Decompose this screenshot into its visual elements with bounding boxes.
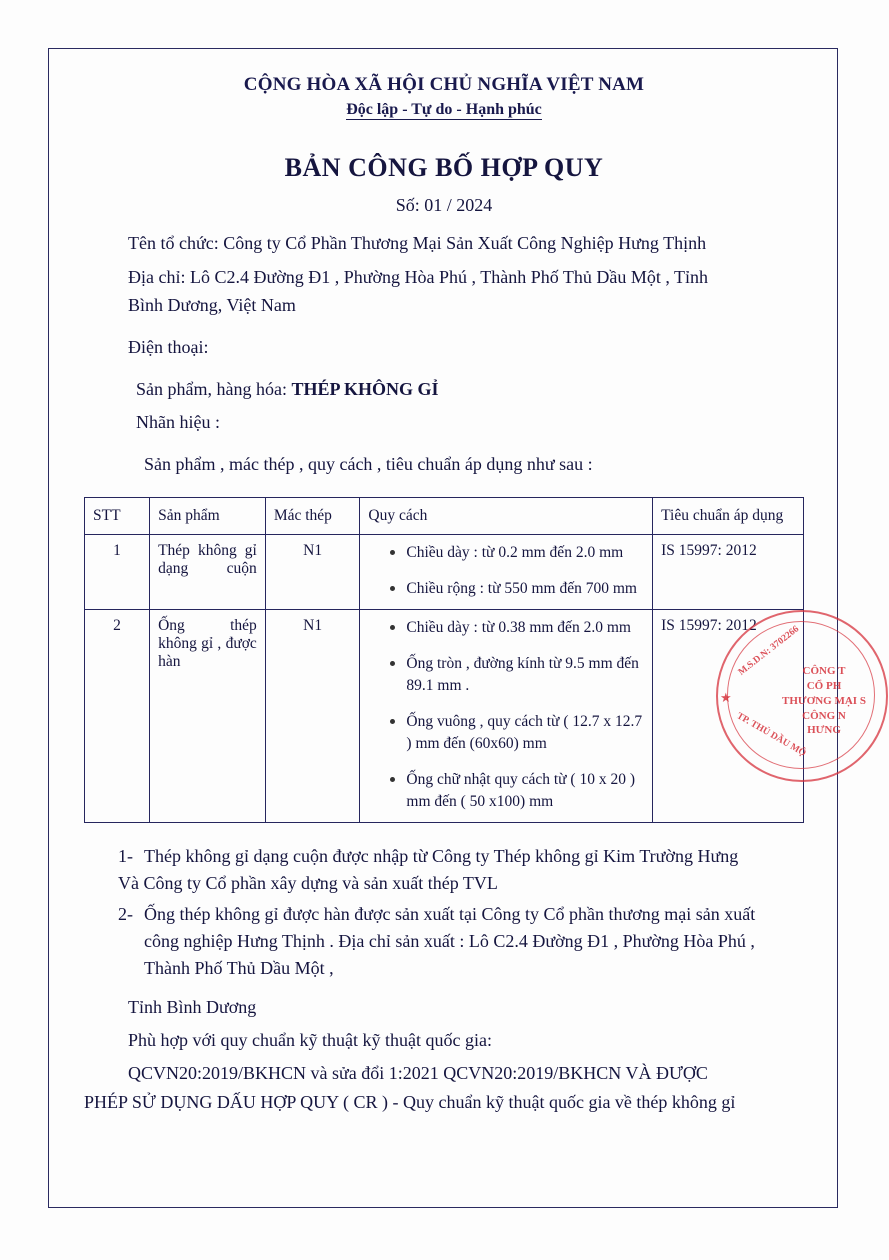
province-line: Tỉnh Bình Dương xyxy=(128,997,257,1018)
table-header-row xyxy=(85,498,804,535)
stamp-line-1: CÔNG T xyxy=(802,665,846,677)
spec-item: Ống tròn , đường kính từ 9.5 mm đến 89.1 mm . xyxy=(390,653,644,698)
address-line-2: Bình Dương, Việt Nam xyxy=(128,294,296,315)
note-1-number: 1- xyxy=(118,846,133,867)
stamp-line-3: THƯƠNG MẠI S xyxy=(782,694,866,707)
header-stt: STT xyxy=(85,498,150,535)
cell-grade: N1 xyxy=(265,535,360,610)
spec-item: Ống chữ nhật quy cách từ ( 10 x 20 ) mm đến ( 50 x100) mm xyxy=(390,769,644,814)
stamp-line-4: CÔNG N xyxy=(802,709,846,722)
phone-label: Điện thoại: xyxy=(128,336,209,357)
table-row xyxy=(85,535,804,610)
stamp-star-icon: ★ xyxy=(720,690,732,705)
cell-standard: IS 15997: 2012 xyxy=(653,610,804,823)
organization-address xyxy=(84,264,804,320)
conformity-intro: Phù hợp với quy chuẩn kỹ thuật kỹ thuật quốc gia: xyxy=(128,1030,492,1051)
table-intro: Sản phẩm , mác thép , quy cách , tiêu chuẩn áp dụng như sau : xyxy=(144,454,593,475)
national-motto: Độc lập - Tự do - Hạnh phúc xyxy=(346,101,542,118)
cell-spec xyxy=(360,610,653,823)
note-2-text: Ống thép không gỉ được hàn được sản xuất tại Công ty Cổ phần thương mại sản xuất xyxy=(144,904,756,925)
stamp-arc-bottom: TP. THỦ DẦU MỘ xyxy=(734,711,808,759)
conformity-line-1: QCVN20:2019/BKHCN và sửa đổi 1:2021 QCVN20:2019/BKHCN VÀ ĐƯỢC xyxy=(128,1063,708,1084)
product-value: THÉP KHÔNG GỈ xyxy=(291,378,439,399)
note-2-number: 2- xyxy=(118,904,133,925)
document-content xyxy=(66,60,822,1116)
product-line xyxy=(84,376,804,404)
note-2-line3: Thành Phố Thủ Dầu Một , xyxy=(144,958,334,979)
document-number: Số: 01 / 2024 xyxy=(395,195,493,215)
spec-item: Chiều dày : từ 0.38 mm đến 2.0 mm xyxy=(390,617,644,639)
spec-list xyxy=(368,617,644,813)
stamp-arc-top: M.S.D.N: 3702266 xyxy=(736,624,802,678)
cell-product: Thép không gỉ dạng cuộn xyxy=(150,535,266,610)
header-product: Sản phẩm xyxy=(150,498,266,535)
note-2-line2: công nghiệp Hưng Thịnh . Địa chỉ sản xuất : Lô C2.4 Đường Đ1 , Phường Hòa Phú , xyxy=(144,931,755,952)
spec-item: Chiều dày : từ 0.2 mm đến 2.0 mm xyxy=(390,542,644,564)
national-title: CỘNG HÒA XÃ HỘI CHỦ NGHĨA VIỆT NAM xyxy=(243,74,645,95)
cell-grade: N1 xyxy=(265,610,360,823)
header-grade: Mác thép xyxy=(265,498,360,535)
cell-product: Ống thép không gỉ , được hàn xyxy=(150,610,266,823)
header-standard: Tiêu chuẩn áp dụng xyxy=(653,498,804,535)
note-1-continuation: Và Công ty Cổ phần xây dựng và sản xuất thép TVL xyxy=(118,873,498,894)
address-line-1: Địa chỉ: Lô C2.4 Đường Đ1 , Phường Hòa Phú , Thành Phố Thủ Dầu Một , Tỉnh xyxy=(128,266,709,287)
organization-name: Tên tổ chức: Công ty Cổ Phần Thương Mại Sản Xuất Công Nghiệp Hưng Thịnh xyxy=(128,233,707,253)
table-row xyxy=(85,610,804,823)
stamp-line-2: CỔ PH xyxy=(806,679,842,692)
cell-spec xyxy=(360,535,653,610)
cell-stt: 1 xyxy=(85,535,150,610)
page-title: BẢN CÔNG BỐ HỢP QUY xyxy=(284,153,604,182)
product-label: Sản phẩm, hàng hóa: xyxy=(136,378,292,399)
specification-table xyxy=(84,497,804,823)
stamp-line-5: HƯNG xyxy=(807,724,841,737)
spec-item: Chiều rộng : từ 550 mm đến 700 mm xyxy=(390,578,644,600)
spec-item: Ống vuông , quy cách từ ( 12.7 x 12.7 ) mm đến (60x60) mm xyxy=(390,711,644,756)
note-1 xyxy=(84,843,804,870)
conformity-line-2: PHÉP SỬ DỤNG DẤU HỢP QUY ( CR ) - Quy chuẩn kỹ thuật quốc gia về thép không gỉ xyxy=(84,1092,736,1113)
note-1-text: Thép không gỉ dạng cuộn được nhập từ Công ty Thép không gỉ Kim Trường Hưng xyxy=(144,846,739,867)
spec-list xyxy=(368,542,644,600)
header-spec: Quy cách xyxy=(360,498,653,535)
cell-stt: 2 xyxy=(85,610,150,823)
brand-label: Nhãn hiệu : xyxy=(136,412,220,433)
note-2 xyxy=(84,901,804,928)
notes-section xyxy=(84,843,804,982)
cell-standard: IS 15997: 2012 xyxy=(653,535,804,610)
